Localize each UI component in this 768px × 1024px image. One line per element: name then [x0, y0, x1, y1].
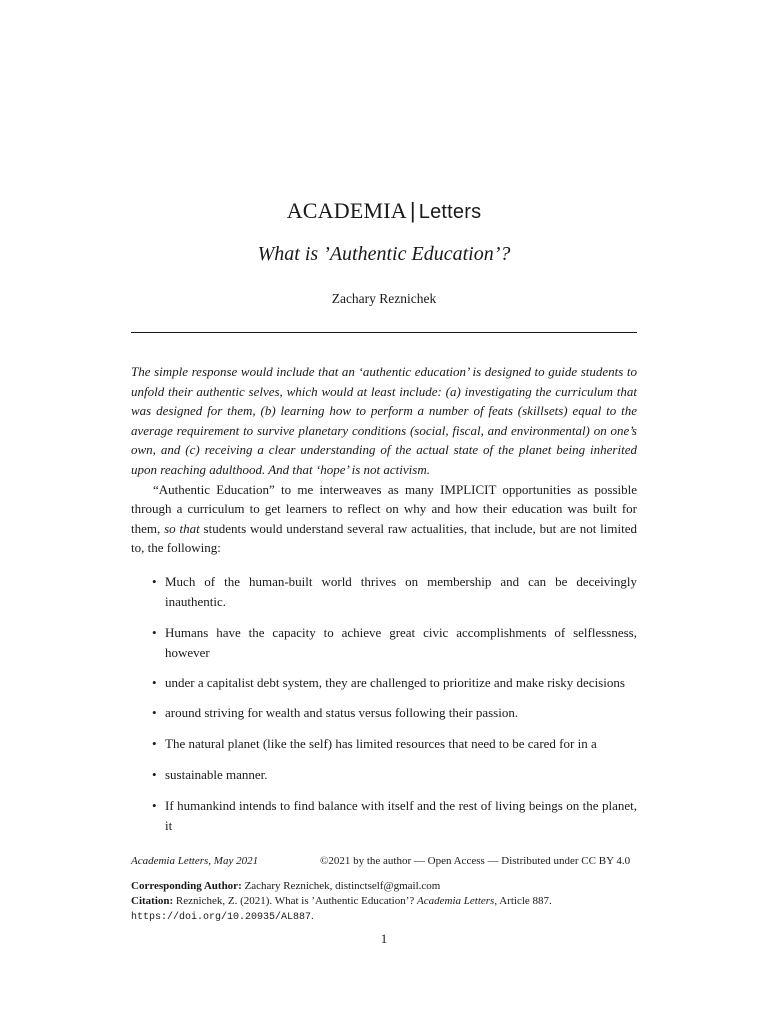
page-number: 1: [380, 931, 388, 946]
list-item-text: The natural planet (like the self) has limited resources that need to be cared for in a: [165, 736, 597, 751]
list-item-text: If humankind intends to find balance with itself and the rest of living beings on the planet, it: [165, 798, 637, 833]
bullet-icon: •: [152, 675, 157, 690]
list-item-text: Much of the human-built world thrives on membership and can be deceivingly inauthentic.: [165, 574, 637, 609]
list-item: [131, 703, 637, 723]
corresponding-author-line: [131, 879, 637, 894]
bullet-icon: •: [152, 574, 157, 589]
list-item: [131, 765, 637, 785]
bullet-icon: •: [152, 767, 157, 782]
bullet-icon: •: [152, 798, 157, 813]
brand-separator: |: [409, 198, 416, 223]
doi-link[interactable]: https://doi.org/10.20935/AL887: [131, 912, 312, 923]
corresponding-value: Zachary Reznichek, distinctself@gmail.com: [241, 880, 441, 892]
citation-article: , Article 887.: [494, 895, 552, 907]
body-paragraph: [131, 480, 637, 558]
list-item-text: around striving for wealth and status versus following their passion.: [165, 705, 519, 720]
article-author: Zachary Reznichek: [331, 291, 437, 306]
title-divider: [131, 332, 637, 333]
paragraph-text-end: students would understand several raw actualities, that include, but are not limited to, the following:: [131, 520, 637, 556]
citation-label: Citation:: [131, 895, 174, 907]
article-title: What is ’Authentic Education’?: [257, 243, 511, 265]
masthead: [0, 196, 768, 227]
list-item-text: sustainable manner.: [165, 767, 268, 782]
list-item-text: under a capitalist debt system, they are challenged to prioritize and make risky decisions: [165, 675, 625, 690]
citation-line: [131, 894, 637, 909]
corresponding-label: Corresponding Author:: [131, 880, 242, 892]
journal-name: Letters: [418, 201, 482, 223]
citation-text: Reznichek, Z. (2021). What is ’Authentic Education’?: [173, 895, 418, 907]
footer-info: [131, 879, 637, 925]
bullet-icon: •: [152, 625, 157, 640]
bullet-icon: •: [152, 705, 157, 720]
doi-line: [131, 909, 637, 925]
list-item: [131, 623, 637, 662]
abstract: The simple response would include that an ‘authentic education’ is designed to guide students to unfold their authentic selves, which would at least include: (a) investigating the curriculum that was designed for them, (b) learning how to perform a number of feats (skillsets) equal to the average requirement to survive planetary conditions (social, fiscal, and environmental) on one’s own, and (c) receiving a clear understanding of the actual state of the planet being inherited upon reaching adulthood. And that ‘hope’ is not activism.: [131, 364, 637, 477]
bullet-icon: •: [152, 736, 157, 751]
paragraph-emphasis: so that: [164, 520, 200, 536]
paragraph-text-start: “Authentic Education” to me interweaves as many IMPLICIT opportunities as possible through a curriculum to get learners to reflect on why and how their education was built for them,: [131, 481, 637, 536]
doi-suffix: .: [311, 910, 314, 922]
list-item-text: Humans have the capacity to achieve great civic accomplishments of selflessness, however: [165, 625, 637, 660]
list-item: [131, 572, 637, 611]
article-body: [131, 362, 637, 558]
journal-date: Academia Letters, May 2021: [131, 855, 259, 867]
license-notice: ©2021 by the author — Open Access — Distributed under CC BY 4.0: [320, 855, 631, 867]
list-item: [131, 734, 637, 754]
citation-journal: Academia Letters: [417, 895, 495, 907]
academia-logo: ACADEMIA: [286, 198, 407, 223]
list-item: [131, 796, 637, 835]
list-item: [131, 673, 637, 693]
journal-brand: [0, 196, 768, 227]
